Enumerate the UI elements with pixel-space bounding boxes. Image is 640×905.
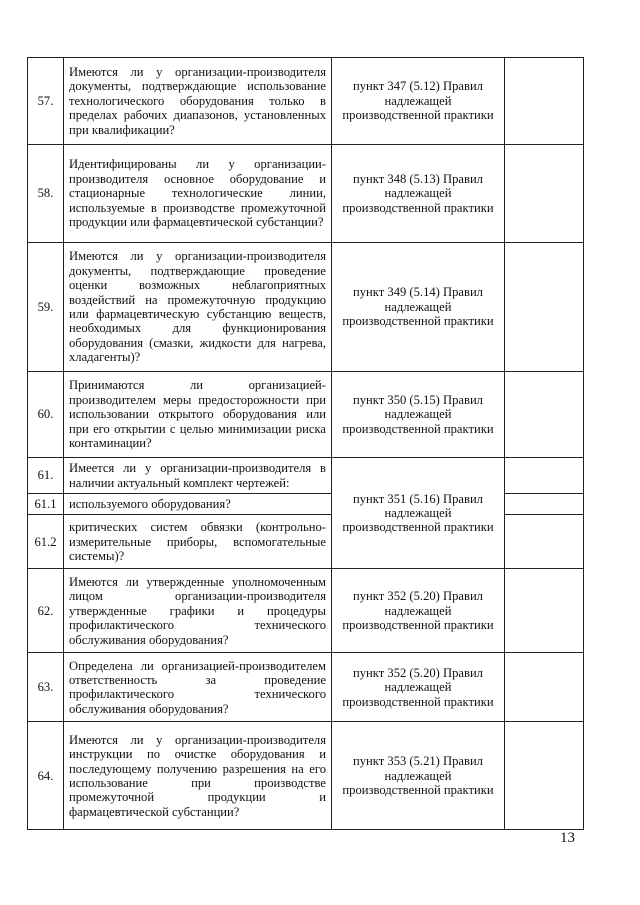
row-number: 61.2 xyxy=(28,515,64,569)
answer-cell[interactable] xyxy=(505,722,584,830)
table-row xyxy=(28,722,584,830)
row-number: 64. xyxy=(28,722,64,830)
question-text: Имеется ли у организации-производителя в наличии актуальный комплект чертежей: xyxy=(64,458,332,494)
reference-text: пункт 353 (5.21) Правил надлежащей производственной практики xyxy=(332,722,505,830)
reference-text: пункт 352 (5.20) Правил надлежащей производственной практики xyxy=(332,569,505,653)
reference-text: пункт 349 (5.14) Правил надлежащей производственной практики xyxy=(332,243,505,372)
answer-cell[interactable] xyxy=(505,145,584,243)
answer-cell[interactable] xyxy=(505,653,584,722)
checklist-sheet xyxy=(27,57,583,830)
question-text: Принимаются ли организацией-производителем меры предосторожности при использовании открытого оборудования или при его открытии с целью минимизации риска контаминации? xyxy=(64,372,332,458)
reference-text: пункт 351 (5.16) Правил надлежащей производственной практики xyxy=(332,458,505,569)
reference-text: пункт 350 (5.15) Правил надлежащей производственной практики xyxy=(332,372,505,458)
reference-text: пункт 348 (5.13) Правил надлежащей производственной практики xyxy=(332,145,505,243)
answer-cell[interactable] xyxy=(505,569,584,653)
question-text: Определена ли организацией-производителем ответственность за проведение профилактического технического обслуживания оборудования? xyxy=(64,653,332,722)
question-text: Имеются ли утвержденные уполномоченным лицом организации-производителя утвержденные графики и процедуры профилактического технического обслуживания оборудования? xyxy=(64,569,332,653)
answer-cell[interactable] xyxy=(505,372,584,458)
table-row xyxy=(28,458,584,494)
checklist-table xyxy=(27,57,584,830)
table-row xyxy=(28,243,584,372)
answer-cell[interactable] xyxy=(505,515,584,569)
question-text: Имеются ли у организации-производителя инструкции по очистке оборудования и последующему получению разрешения на его использование при производстве промежуточной продукции и фармацевтической субстанции? xyxy=(64,722,332,830)
row-number: 61. xyxy=(28,458,64,494)
row-number: 59. xyxy=(28,243,64,372)
row-number: 61.1 xyxy=(28,494,64,515)
row-number: 58. xyxy=(28,145,64,243)
row-number: 62. xyxy=(28,569,64,653)
question-text: Имеются ли у организации-производителя документы, подтверждающие проведение оценки возможных неблагоприятных воздействий на промежуточную продукцию или фармацевтическую субстанцию веществ, необходимых для функционирования оборудования (смазки, жидкости для нагрева, хладагенты)? xyxy=(64,243,332,372)
question-text: используемого оборудования? xyxy=(64,494,332,515)
question-text: Идентифицированы ли у организации-производителя основное оборудование и стационарные технологические линии, используемые в производстве промежуточной продукции или фармацевтической субстанции? xyxy=(64,145,332,243)
answer-cell[interactable] xyxy=(505,243,584,372)
row-number: 60. xyxy=(28,372,64,458)
reference-text: пункт 352 (5.20) Правил надлежащей производственной практики xyxy=(332,653,505,722)
question-text: критических систем обвязки (контрольно-измерительные приборы, вспомогательные системы)? xyxy=(64,515,332,569)
question-text: Имеются ли у организации-производителя документы, подтверждающие использование технологического оборудования только в пределах рабочих диапазонов, установленных при квалификации? xyxy=(64,58,332,145)
page-number: 13 xyxy=(560,830,575,846)
row-number: 63. xyxy=(28,653,64,722)
table-row xyxy=(28,58,584,145)
answer-cell[interactable] xyxy=(505,494,584,515)
answer-cell[interactable] xyxy=(505,458,584,494)
table-row xyxy=(28,569,584,653)
answer-cell[interactable] xyxy=(505,58,584,145)
table-row xyxy=(28,653,584,722)
reference-text: пункт 347 (5.12) Правил надлежащей производственной практики xyxy=(332,58,505,145)
table-row xyxy=(28,145,584,243)
table-row xyxy=(28,372,584,458)
row-number: 57. xyxy=(28,58,64,145)
